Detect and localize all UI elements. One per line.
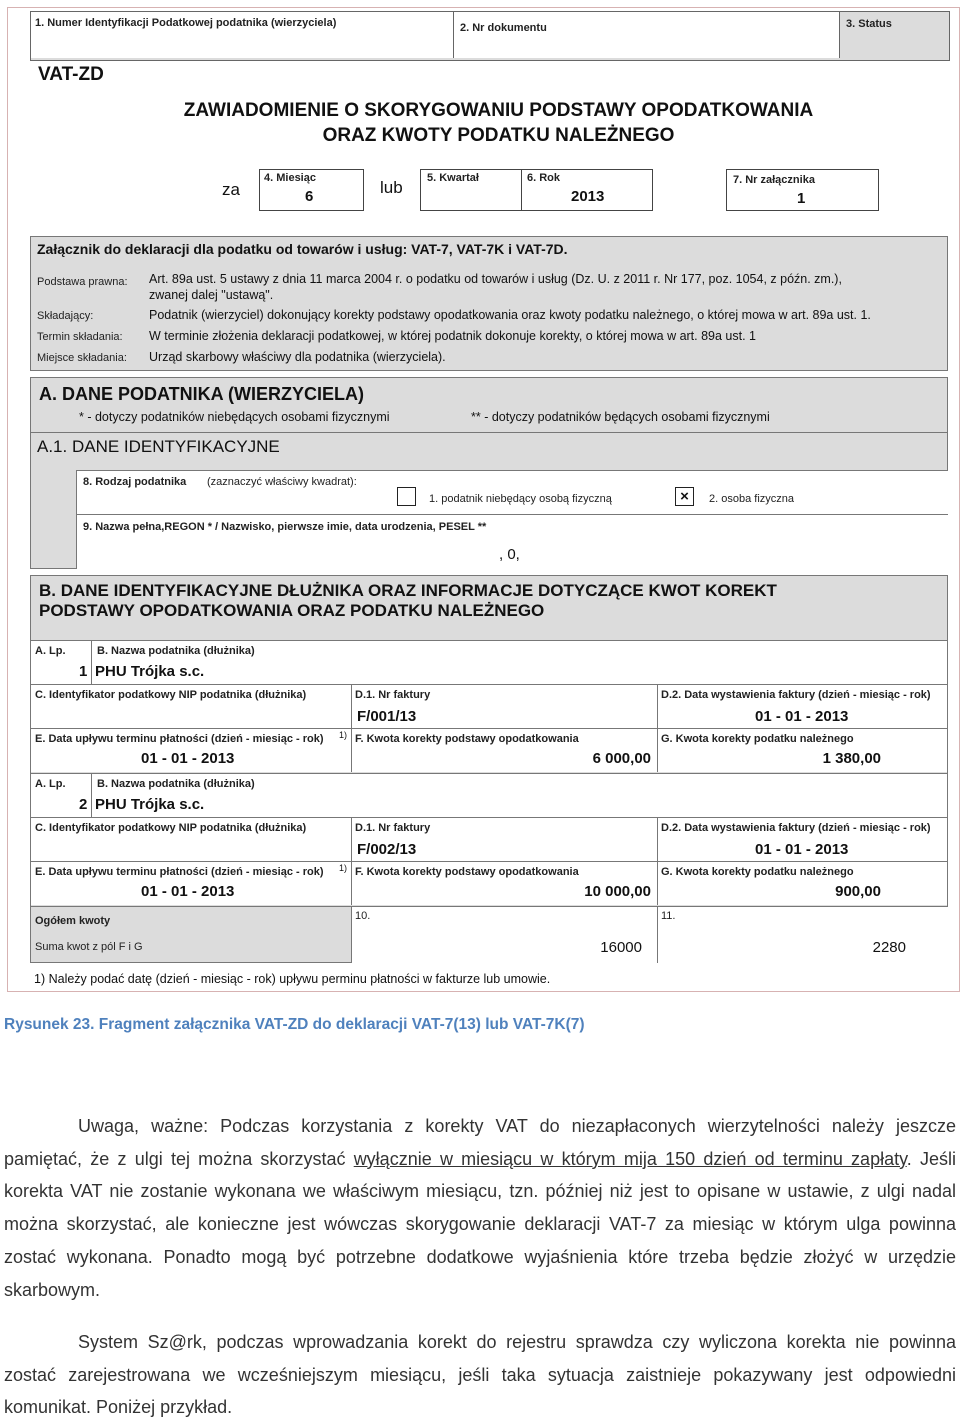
nip-debtor-label: C. Identyfikator podatkowy NIP podatnika (dłużnika)	[35, 689, 307, 701]
tax-correction: 900,00	[835, 883, 881, 900]
section-b	[30, 575, 948, 963]
f11-label: 11.	[661, 910, 676, 922]
debtor-name-label: B. Nazwa podatnika (dłużnika)	[97, 645, 255, 657]
paragraph-warning-lead: Uwaga, ważne: Podczas korzystania z korekty VAT do niezapłaconych wierzytelności należy jeszcze pamiętać, że z ulgi tej można skorzystać	[4, 1116, 956, 1169]
due-date-label: E. Data upływu terminu płatności (dzień - miesiąc - rok)	[35, 733, 324, 745]
entry-2	[31, 773, 947, 904]
divider	[657, 685, 658, 729]
section-a	[30, 377, 948, 569]
basis-text1: Art. 89a ust. 5 ustawy z dnia 11 marca 2004 r. o podatku od towarów i usług (Dz. U. z 2011 r. Nr 177, poz. 1054, z późn. zm.),	[149, 272, 842, 286]
a1-heading: A.1. DANE IDENTYFIKACYJNE	[37, 437, 280, 456]
filer-text: Podatnik (wierzyciel) dokonujący korekty podstawy opodatkowania oraz kwoty podatku należnego, o której mowa w art. 89a ust. 1.	[149, 308, 871, 322]
entry-row-efg	[31, 728, 947, 772]
za-label: za	[222, 180, 240, 199]
section-a-note2: ** - dotyczy podatników będących osobami fizycznymi	[471, 410, 770, 424]
base-correction: 6 000,00	[592, 750, 651, 767]
divider	[657, 729, 658, 772]
base-correction-label: F. Kwota korekty podstawy opodatkowania	[355, 733, 579, 745]
due-date: 01 - 01 - 2013	[141, 883, 235, 900]
totals-sub-label: Suma kwot z pól F i G	[35, 941, 143, 953]
attachment-info	[30, 236, 948, 371]
due-date-footnote-ref: 1)	[339, 730, 348, 740]
place-text: Urząd skarbowy właściwy dla podatnika (wierzyciela).	[149, 350, 446, 364]
year-label: 6. Rok	[527, 172, 561, 184]
f9-label: 9. Nazwa pełna,REGON * / Nazwisko, pierwsze imie, data urodzenia, PESEL **	[83, 521, 487, 533]
lub-label: lub	[380, 178, 403, 197]
form-title-line2: ORAZ KWOTY PODATKU NALEŻNEGO	[322, 125, 675, 146]
quarter-divider	[521, 170, 522, 210]
totals-label: Ogółem kwoty	[35, 915, 111, 927]
place-label: Miejsce składania:	[37, 352, 127, 364]
opt1-checkbox[interactable]	[397, 487, 416, 506]
invoice-date: 01 - 01 - 2013	[755, 841, 849, 858]
lp-value: 2	[79, 796, 88, 813]
top-row	[30, 11, 950, 61]
paragraph-warning-rest: . Jeśli korekta VAT nie zostanie wykonana we właściwym miesiącu, tzn. później niż jest to opisane w ustawie, z ulgi nadal można skorzystać, ale konieczne jest wówczas skorygowanie deklaracji VAT-7 za miesiąc w którym ulga powinna zostać wykonana. Ponadto mogą być potrzebne dodatkowe wyjaśnienia które trzeba będzie złożyć w urzędzie skarbowym.	[4, 1148, 956, 1300]
base-correction: 10 000,00	[584, 883, 651, 900]
invoice-no-label: D.1. Nr faktury	[355, 822, 431, 834]
divider	[31, 432, 947, 433]
section-b-heading1: B. DANE IDENTYFIKACYJNE DŁUŻNIKA ORAZ INFORMACJE DOTYCZĄCE KWOT KOREKT	[39, 581, 777, 600]
divider	[351, 862, 352, 905]
f9-value: , 0,	[499, 546, 520, 563]
due-date-footnote-ref: 1)	[339, 863, 348, 873]
invoice-no: F/001/13	[357, 708, 417, 725]
footnote: 1) Należy podać datę (dzień - miesiąc - rok) upływu perminu płatności w fakturze lub umowie.	[34, 972, 551, 986]
month-field	[259, 169, 364, 211]
attachment-no-label: 7. Nr załącznika	[733, 174, 815, 186]
figure-caption: Rysunek 23. Fragment załącznika VAT-ZD do deklaracji VAT-7(13) lub VAT-7K(7)	[4, 1016, 585, 1033]
deadline-label: Termin składania:	[37, 331, 123, 343]
opt2-checkbox[interactable]: ×	[675, 487, 694, 506]
nip-label: 1. Numer Identyfikacji Podatkowej podatnika (wierzyciela)	[35, 17, 337, 29]
tax-correction-label: G. Kwota korekty podatku należnego	[661, 733, 854, 745]
base-correction-label: F. Kwota korekty podstawy opodatkowania	[355, 866, 579, 878]
attachment-heading: Załącznik do deklaracji dla podatku od towarów i usług: VAT-7, VAT-7K i VAT-7D.	[37, 241, 568, 257]
invoice-no-label: D.1. Nr faktury	[355, 689, 431, 701]
paragraph-warning	[4, 1110, 956, 1306]
nip-debtor-label: C. Identyfikator podatkowy NIP podatnika (dłużnika)	[35, 822, 307, 834]
section-b-heading2: PODSTAWY OPODATKOWANIA ORAZ PODATKU NALEŻNEGO	[39, 601, 545, 620]
divider	[91, 774, 92, 818]
total-base-field	[351, 907, 658, 963]
total-tax-field	[657, 907, 948, 963]
doc-number-label: 2. Nr dokumentu	[460, 22, 547, 34]
doc-number-field	[454, 12, 840, 58]
entry-row-ab	[31, 640, 947, 685]
f10-label: 10.	[355, 910, 371, 922]
quarter-year-field	[420, 169, 653, 211]
f8-field	[76, 470, 948, 515]
paragraph-warning-underlined: wyłącznie w miesiącu w którym mija 150 dzień od terminu zapłaty	[353, 1148, 907, 1169]
nip-field	[31, 12, 454, 58]
divider	[351, 729, 352, 772]
opt2-label: 2. osoba fizyczna	[709, 493, 794, 505]
divider	[91, 641, 92, 685]
form-code: VAT-ZD	[38, 64, 104, 85]
attachment-no-value: 1	[797, 190, 806, 207]
due-date-label: E. Data upływu terminu płatności (dzień - miesiąc - rok)	[35, 866, 324, 878]
tax-correction: 1 380,00	[822, 750, 881, 767]
invoice-date: 01 - 01 - 2013	[755, 708, 849, 725]
invoice-no: F/002/13	[357, 841, 417, 858]
entry-row-cd	[31, 684, 947, 729]
entry-row-cd	[31, 817, 947, 862]
lp-value: 1	[79, 663, 88, 680]
opt1-label: 1. podatnik niebędący osobą fizyczną	[429, 493, 612, 505]
totals-row	[31, 906, 947, 963]
lp-label: A. Lp.	[35, 778, 66, 790]
invoice-date-label: D.2. Data wystawienia faktury (dzień - miesiąc - rok)	[661, 689, 931, 701]
lp-label: A. Lp.	[35, 645, 66, 657]
month-label: 4. Miesiąc	[264, 172, 316, 184]
due-date: 01 - 01 - 2013	[141, 750, 235, 767]
invoice-date-label: D.2. Data wystawienia faktury (dzień - miesiąc - rok)	[661, 822, 931, 834]
tax-correction-label: G. Kwota korekty podatku należnego	[661, 866, 854, 878]
f10-value: 16000	[600, 939, 642, 956]
divider	[657, 862, 658, 905]
basis-text2: zwanej dalej "ustawą".	[149, 288, 274, 302]
divider	[657, 818, 658, 862]
entry-row-efg	[31, 861, 947, 905]
f9-field	[76, 514, 948, 569]
year-value: 2013	[571, 188, 605, 205]
paragraph-system: System Sz@rk, podczas wprowadzania korekt do rejestru sprawdza czy wyliczona korekta nie powinna zostać zarejestrowana we wcześniejszym miesiącu, jeśli taka sytuacja zaistnieje pokazywany jest odpowiedni komunikat. Poniżej przykład.	[4, 1332, 956, 1418]
form-title-line1: ZAWIADOMIENIE O SKORYGOWANIU PODSTAWY OPODATKOWANIA	[183, 100, 814, 121]
month-value: 6	[305, 188, 314, 205]
section-a-note1: * - dotyczy podatników niebędących osobami fizycznymi	[79, 410, 390, 424]
filer-label: Składający:	[37, 310, 94, 322]
status-label: 3. Status	[846, 18, 892, 30]
debtor-name-label: B. Nazwa podatnika (dłużnika)	[97, 778, 255, 790]
f11-value: 2280	[872, 939, 906, 956]
section-a-heading: A. DANE PODATNIKA (WIERZYCIELA)	[39, 384, 364, 404]
f8-hint: (zaznaczyć właściwy kwadrat):	[207, 476, 357, 488]
f8-label: 8. Rodzaj podatnika	[83, 476, 187, 488]
entry-row-ab	[31, 773, 947, 818]
vat-zd-form	[7, 7, 960, 992]
quarter-label: 5. Kwartał	[427, 172, 479, 184]
divider	[351, 818, 352, 862]
debtor-name: PHU Trójka s.c.	[95, 663, 205, 680]
deadline-text: W terminie złożenia deklaracji podatkowej, w której podatnik dokonuje korekty, o której mowa w art. 89a ust. 1	[149, 329, 757, 343]
entry-1	[31, 640, 947, 771]
debtor-name: PHU Trójka s.c.	[95, 796, 205, 813]
divider	[351, 685, 352, 729]
attachment-no-field	[726, 169, 879, 211]
basis-label: Podstawa prawna:	[37, 276, 128, 288]
